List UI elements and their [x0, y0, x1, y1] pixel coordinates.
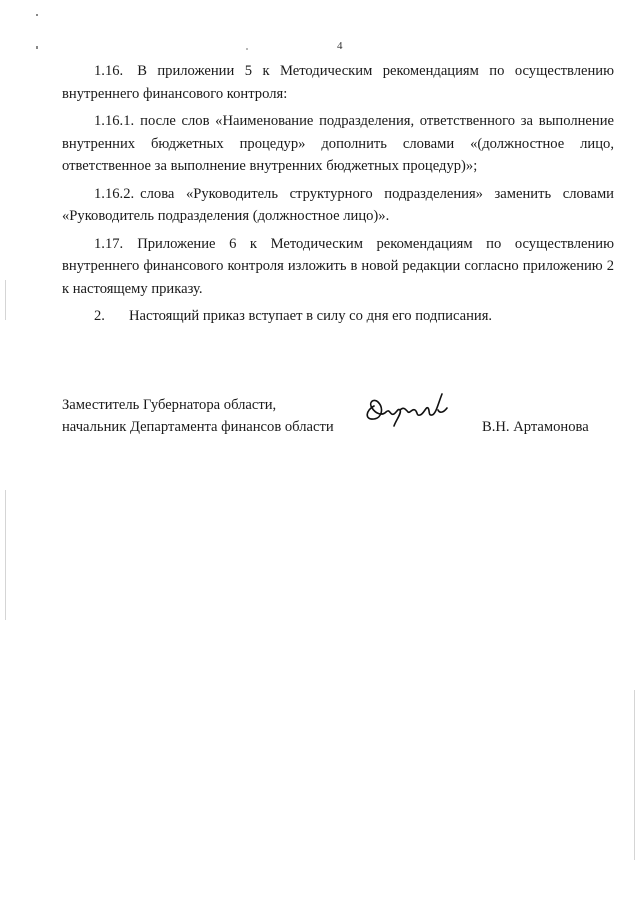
page-number: 4 [337, 40, 343, 52]
signatory-title-line-2: начальник Департамента финансов области [62, 419, 334, 435]
paragraph-text: после слов «Наименование подразделения, ответственного за выполнение внутренних бюджетных процедур» дополнить словами «(должностное лицо, ответственное за выполнение внутренних бюджетных процедур)»; [62, 113, 614, 174]
paragraph-number: 1.16.1. [94, 113, 135, 129]
document-body [62, 60, 614, 333]
paragraph-1-17 [62, 233, 614, 301]
scan-artifact [36, 46, 38, 49]
paragraph-number: 1.17. [94, 235, 124, 252]
paragraph-number: 1.16. [94, 63, 124, 79]
paragraph-text: В приложении 5 к Методическим рекомендациям по осуществлению внутреннего финансового контроля: [62, 63, 614, 102]
scan-artifact [36, 14, 38, 16]
paragraph-1-16-2 [62, 183, 614, 228]
scan-artifact [246, 48, 248, 50]
paragraph-text: Приложение 6 к Методическим рекомендациям по осуществлению внутреннего финансового контроля изложить в новой редакции согласно приложению 2 к настоящему приказу. [62, 235, 614, 297]
signatory-title [62, 394, 334, 438]
paragraph-2 [62, 305, 614, 328]
paragraph-text: Настоящий приказ вступает в силу со дня его подписания. [128, 308, 493, 324]
handwritten-signature [360, 386, 450, 432]
signatory-title-line-1: Заместитель Губернатора области, [62, 397, 277, 413]
paragraph-1-16-1 [62, 110, 614, 178]
signature-block [62, 394, 614, 454]
scan-artifact [634, 690, 635, 860]
signatory-name: В.Н. Артамонова [482, 419, 589, 435]
paragraph-text: слова «Руководитель структурного подразделения» заменить словами «Руководитель подразделения (должностное лицо)». [62, 185, 614, 224]
paragraph-number: 2. [94, 308, 105, 324]
scan-artifact [5, 280, 6, 320]
paragraph-number: 1.16.2. [94, 185, 135, 202]
scan-artifact [5, 490, 6, 620]
paragraph-1-16 [62, 60, 614, 105]
